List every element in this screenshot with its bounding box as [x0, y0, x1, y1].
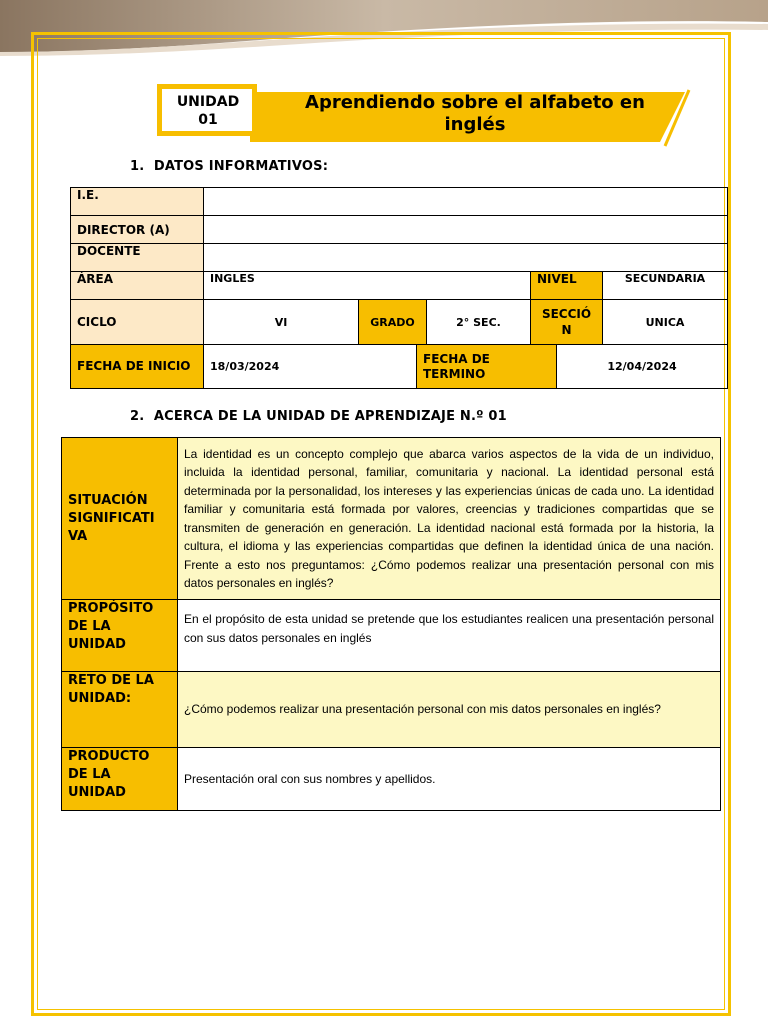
fecha-termino-label: FECHA DE TERMINO	[417, 345, 557, 389]
table-row	[62, 438, 721, 600]
producto-text: Presentación oral con sus nombres y apellidos.	[178, 748, 721, 811]
table-row	[71, 345, 728, 389]
section-1-number: 1.	[130, 159, 145, 174]
table-row	[62, 748, 721, 811]
reto-label: RETO DE LA UNIDAD:	[62, 672, 178, 748]
table-row	[62, 600, 721, 672]
table-row	[62, 672, 721, 748]
proposito-label: PROPÓSITO DE LA UNIDAD	[62, 600, 178, 672]
docente-label: DOCENTE	[71, 244, 204, 272]
dates-table	[70, 344, 728, 389]
section-2-title: ACERCA DE LA UNIDAD DE APRENDIZAJE N.º 01	[153, 409, 507, 424]
table-row	[71, 216, 728, 244]
table-row	[71, 188, 728, 216]
unit-number-text: 01	[198, 112, 218, 128]
unit-details-table	[61, 437, 721, 811]
seccion-label: SECCIÓ N	[531, 300, 603, 345]
unit-title-line1: Aprendiendo sobre el alfabeto en	[305, 92, 645, 113]
ie-label: I.E.	[71, 188, 204, 216]
fecha-inicio-label: FECHA DE INICIO	[71, 345, 204, 389]
ciclo-value: VI	[204, 300, 359, 345]
section-2-number: 2.	[130, 409, 145, 424]
area-value: INGLES	[204, 272, 531, 300]
situacion-text: La identidad es un concepto complejo que abarca varios aspectos de la vida de un individuo, incluida la identidad personal, familiar, comunitaria y nacional. La identidad personal está determinada por la personalidad, los intereses y las experiencias únicas de cada uno. La identidad familiar y comunitaria está formada por valores, creencias y tradiciones compartidas que se transmiten de generación en generación. La identidad nacional está formada por la historia, la cultura, el idioma y las experiencias compartidas que definen la identidad única de una nación. Frente a esto nos preguntamos: ¿Cómo podemos realizar una presentación personal con mis datos personales en inglés?	[178, 438, 721, 600]
director-label: DIRECTOR (A)	[71, 216, 204, 244]
area-label: ÁREA	[71, 272, 204, 300]
unit-label-text: UNIDAD	[176, 94, 240, 110]
nivel-label: NIVEL	[531, 272, 603, 300]
producto-label: PRODUCTO DE LA UNIDAD	[62, 748, 178, 811]
grado-value: 2° SEC.	[427, 300, 531, 345]
ciclo-label: CICLO	[71, 300, 204, 345]
fecha-inicio-value: 18/03/2024	[204, 345, 417, 389]
docente-value	[204, 244, 728, 272]
fecha-termino-value: 12/04/2024	[557, 345, 728, 389]
unit-title	[290, 92, 660, 136]
proposito-text: En el propósito de esta unidad se pretende que los estudiantes realicen una presentación personal con sus datos personales en inglés	[178, 600, 721, 672]
grado-label: GRADO	[359, 300, 427, 345]
table-row	[71, 244, 728, 272]
table-row	[71, 300, 728, 345]
table-row	[71, 272, 728, 300]
director-value	[204, 216, 728, 244]
section-1-title: DATOS INFORMATIVOS:	[153, 159, 329, 174]
section-2-heading	[130, 409, 507, 424]
ie-value	[204, 188, 728, 216]
seccion-value: UNICA	[603, 300, 728, 345]
nivel-value: SECUNDARIA	[603, 272, 728, 300]
unit-number-label	[163, 90, 253, 132]
unit-title-line2: inglés	[444, 114, 506, 135]
situacion-label: SITUACIÓN SIGNIFICATI VA	[62, 438, 178, 600]
section-1-heading	[130, 159, 328, 174]
reto-text: ¿Cómo podemos realizar una presentación personal con mis datos personales en inglés?	[178, 672, 721, 748]
informative-data-table	[70, 187, 728, 345]
